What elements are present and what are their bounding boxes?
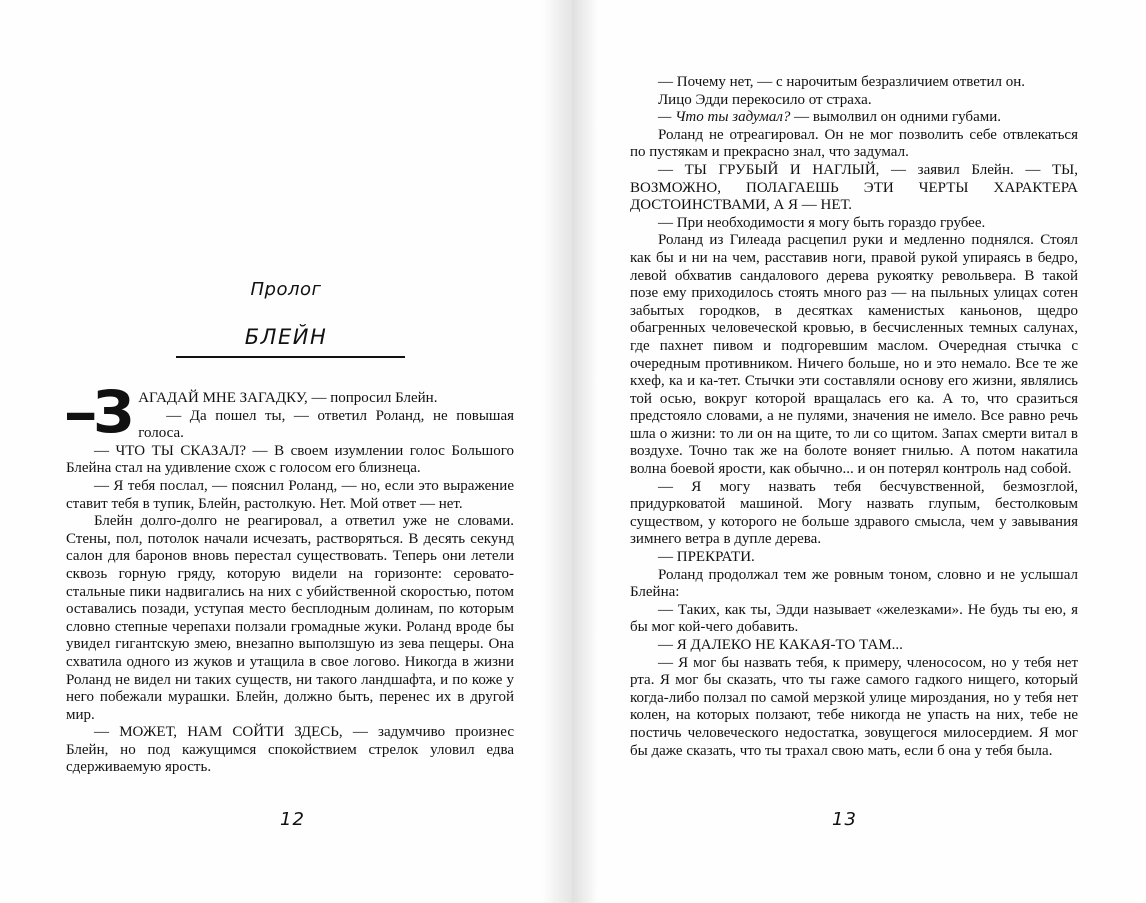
paragraph: — ТЫ ГРУБЫЙ И НАГЛЫЙ, — заявил Блейн. — ТЫ, ВОЗМОЖНО, ПОЛАГАЕШЬ ЭТИ ЧЕРТЫ ХАРАКТЕРА ДОСТОИНСТВАМИ, А Я — НЕТ. [630, 161, 1078, 214]
paragraph: — ЧТО ТЫ СКАЗАЛ? — В своем изумлении голос Большого Блейна стал на удивление схож с голосом его близнеца. [66, 442, 514, 477]
paragraph: — Я тебя послал, — пояснил Роланд, — но, если это выражение ставит тебя в тупик, Блейн, растолкую. Нет. Мой ответ — нет. [66, 477, 514, 512]
paragraph: — Что ты задумал? — вымолвил он одними губами. [658, 109, 1001, 126]
paragraph: Блейн долго-долго не реагировал, а ответил уже не словами. Стены, пол, потолок начали исчезать, растворяться. В десять секунд салон для баронов вновь перестал существовать. Теперь они летели сквозь горную гряду, которую видели на горизонте: серовато-стальные пики надвигались на них с убийственной скоростью, потом оставались позади, уступая место бесплодным долинам, по которым словно степные черепахи ползали громадные жуки. Роланд вроде бы увидел гигантскую змею, внезапно выползшую из зева пещеры. Она схватила одного из жуков и утащила в свое логово. Никогда в жизни Роланд не видел ни таких существ, ни такого ландшафта, и по коже у него побежали мурашки. Блейн, должно быть, перенес их в другой мир. [66, 513, 514, 723]
page-number: 13 [832, 809, 857, 830]
paragraph: — Таких, как ты, Эдди называет «железками». Не будь ты ею, я бы мог кой-чего добавить. [630, 601, 1078, 636]
drop-cap: –З [63, 378, 133, 446]
paragraph: — Я мог бы назвать тебя, к примеру, членососом, но у тебя нет рта. Я мог бы сказать, что ты гаже самого гадкого нищего, который когда-либо ползал по самой мерзкой улице мироздания, но у тебя нет колен, на которых ползают, тебе никогда не упасть на них, тебе не постичь человеческого недостатка, зовущегося милосердием. Я мог бы даже сказать, что ты трахал свою мать, если б она у тебя была. [630, 654, 1078, 759]
paragraph: Роланд продолжал тем же ровным тоном, словно и не услышал Блейна: [630, 566, 1078, 601]
paragraph: — При необходимости я могу быть гораздо грубее. [658, 214, 986, 231]
left-page [0, 0, 572, 903]
paragraph: — Почему нет, — с нарочитым безразличием ответил он. [658, 74, 1026, 90]
page-number: 12 [280, 809, 305, 830]
opening-paragraph: –З АГАДАЙ МНЕ ЗАГАДКУ, — попросил Блейн. [63, 378, 438, 446]
chapter-title-underline [176, 356, 405, 358]
paragraph: Лицо Эдди перекосило от страха. [658, 91, 872, 108]
paragraph: — Да пошел ты, — ответил Роланд, не повышая голоса. [138, 407, 514, 442]
paragraph: Роланд из Гилеада расцепил руки и медленно поднялся. Стоял как бы и ни на чем, расставив ноги, правой рукой упираясь в бедро, левой обхватив сандалового дерева рукоятку револьвера. В такой позе ему приходилось стоять много раз — на пыльных улицах сотен забытых городков, в десятках каменистых каньонов, щедро обагренных человеческой кровью, в бесчисленных темных салунах, где пахнет пивом и подгоревшим маслом. Очередная стычка с очередным противником. Ничего больше, но и это немало. Все те же кхеф, ка и ка-тет. Стычки эти составляли основу его жизни, являлись той осью, вокруг которой вращалась его ка. А то, что сразиться предстояло словами, а не пулями, значения не имело. Все равно речь шла о жизни: то ли он на щите, то ли со щитом. Запах смерти витал в воздухе. Точно так же на болоте воняет гнилью. А потом накатила волна боевой ярости, как обычно... и он потерял контроль над собой. [630, 232, 1078, 478]
paragraph: — МОЖЕТ, НАМ СОЙТИ ЗДЕСЬ, — задумчиво произнес Блейн, но под кажущимся спокойствием стрелок уловил едва сдерживаемую ярость. [66, 724, 514, 776]
paragraph: — Я ДАЛЕКО НЕ КАКАЯ-ТО ТАМ... [658, 637, 903, 653]
paragraph: — Я могу назвать тебя бесчувственной, безмозглой, придурковатой машиной. Могу назвать глупым, бестолковым существом, у которого не больше здравого смысла, чем у завывания зимнего ветра в дупле дерева. [630, 478, 1078, 548]
chapter-title: БЛЕЙН [244, 325, 328, 349]
left-page-body [63, 378, 514, 777]
italic-phrase: — Что ты задумал? [658, 109, 791, 126]
gutter-shadow [542, 0, 572, 903]
gutter-shadow [572, 0, 598, 903]
right-page-body [630, 74, 1078, 760]
right-page [572, 0, 1146, 903]
section-label: Пролог [250, 279, 322, 300]
paragraph: — ПРЕКРАТИ. [658, 549, 755, 566]
paragraph: Роланд не отреагировал. Он не мог позволить себе отвлекаться по пустякам и прекрасно знал, что задумал. [630, 126, 1078, 161]
